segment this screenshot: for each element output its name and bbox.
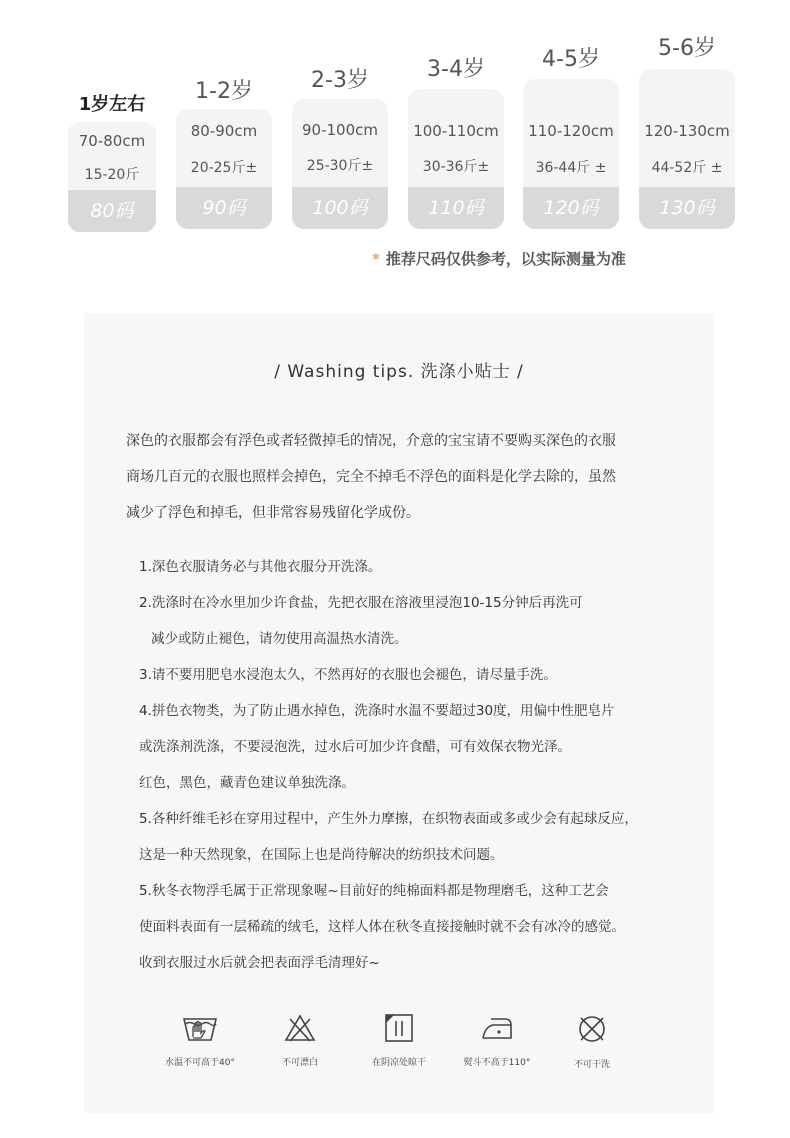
care-label: 在阴凉处晾干	[371, 1058, 426, 1068]
size-age: 3-4岁	[427, 57, 485, 82]
size-column-120	[523, 42, 619, 229]
size-age: 2-3岁	[311, 68, 369, 93]
tip-line: 使面料表面有一层稀疏的绒毛，这样人体在秋冬直接接触时就不会有冰冷的感觉。	[139, 919, 625, 935]
size-card	[639, 69, 735, 229]
size-column-90	[176, 74, 272, 229]
size-weight: 44-52斤 ±	[651, 160, 723, 176]
size-height: 120-130cm	[644, 122, 730, 140]
size-card	[68, 122, 156, 232]
tip-line: 红色，黑色，藏青色建议单独洗涤。	[139, 775, 355, 791]
size-height: 90-100cm	[302, 121, 378, 139]
size-age: 1岁左右	[78, 94, 146, 115]
no-dry-clean-icon	[576, 1013, 608, 1045]
size-code: 80码	[68, 190, 156, 232]
size-height: 70-80cm	[78, 132, 146, 150]
size-column-80	[68, 90, 156, 232]
size-card	[292, 99, 388, 229]
size-note	[372, 248, 626, 269]
size-weight: 36-44斤 ±	[535, 160, 607, 176]
size-age: 1-2岁	[195, 79, 253, 104]
tip-line: 这是一种天然现象，在国际上也是尚待解决的纺织技术问题。	[139, 847, 504, 863]
size-column-100	[292, 63, 388, 229]
washing-tips-panel	[84, 313, 714, 1113]
size-height: 80-90cm	[190, 122, 258, 140]
intro-line: 商场几百元的衣服也照样会掉色，完全不掉毛不浮色的面料是化学去除的，虽然	[126, 469, 616, 485]
size-column-130	[639, 31, 735, 229]
washing-tips-title: / Washing tips. 洗涤小贴士 /	[274, 362, 524, 382]
washing-intro	[126, 423, 686, 531]
size-age: 4-5岁	[542, 47, 600, 72]
tip-line: 4.拼色衣物类，为了防止遇水掉色，洗涤时水温不要超过30度，用偏中性肥皂片	[139, 703, 615, 719]
size-code: 110码	[408, 187, 504, 229]
size-card	[176, 109, 272, 229]
size-weight: 30-36斤±	[422, 159, 490, 175]
tip-line: 5.各种纤维毛衫在穿用过程中，产生外力摩擦，在织物表面或多或少会有起球反应，	[139, 811, 638, 827]
size-code: 100码	[292, 187, 388, 229]
care-item	[447, 1013, 547, 1068]
tip-line: 2.洗涤时在冷水里加少许食盐，先把衣服在溶液里浸泡10-15分钟后再洗可	[139, 595, 583, 611]
tip-line: 或洗涤剂洗涤，不要浸泡洗，过水后可加少许食醋，可有效保衣物光泽。	[139, 739, 571, 755]
size-code: 130码	[639, 187, 735, 229]
size-column-110	[408, 52, 504, 229]
size-weight: 25-30斤±	[306, 158, 374, 174]
tip-line: 5.秋冬衣物浮毛属于正常现象喔~目前好的纯棉面料都是物理磨毛，这种工艺会	[139, 883, 609, 899]
size-code: 90码	[176, 187, 272, 229]
note-text: 推荐尺码仅供参考，以实际测量为准	[385, 250, 626, 268]
care-item	[542, 1013, 642, 1070]
intro-line: 减少了浮色和掉毛，但非常容易残留化学成份。	[126, 505, 420, 521]
care-label: 熨斗不高于110°	[463, 1058, 531, 1068]
size-height: 110-120cm	[528, 122, 614, 140]
size-weight: 20-25斤±	[190, 160, 258, 176]
tip-line: 1.深色衣服请务必与其他衣服分开洗涤。	[139, 559, 382, 575]
intro-line: 深色的衣服都会有浮色或者轻微掉毛的情况，介意的宝宝请不要购买深色的衣服	[126, 433, 616, 449]
tip-line: 减少或防止褪色，请勿使用高温热水清洗。	[151, 631, 408, 647]
size-card	[408, 89, 504, 229]
tip-line: 3.请不要用肥皂水浸泡太久，不然再好的衣服也会褪色，请尽量手洗。	[139, 667, 557, 683]
iron-110-icon	[479, 1013, 515, 1043]
tip-line: 收到衣服过水后就会把表面浮毛清理好~	[139, 955, 380, 971]
no-bleach-icon	[284, 1013, 316, 1043]
size-code: 120码	[523, 187, 619, 229]
note-star: *	[372, 250, 380, 268]
care-item	[250, 1013, 350, 1068]
care-item	[150, 1013, 250, 1068]
size-card	[523, 79, 619, 229]
care-label: 不可干洗	[573, 1060, 610, 1070]
size-weight: 15-20斤	[84, 167, 140, 183]
size-height: 100-110cm	[413, 122, 499, 140]
dry-in-shade-icon	[384, 1013, 414, 1043]
care-item	[349, 1013, 449, 1068]
hand-wash-40-icon	[182, 1013, 218, 1043]
washing-tip-list	[139, 549, 709, 981]
care-label: 不可漂白	[281, 1058, 318, 1068]
size-age: 5-6岁	[658, 36, 716, 61]
care-label: 水温不可高于40°	[165, 1058, 235, 1068]
